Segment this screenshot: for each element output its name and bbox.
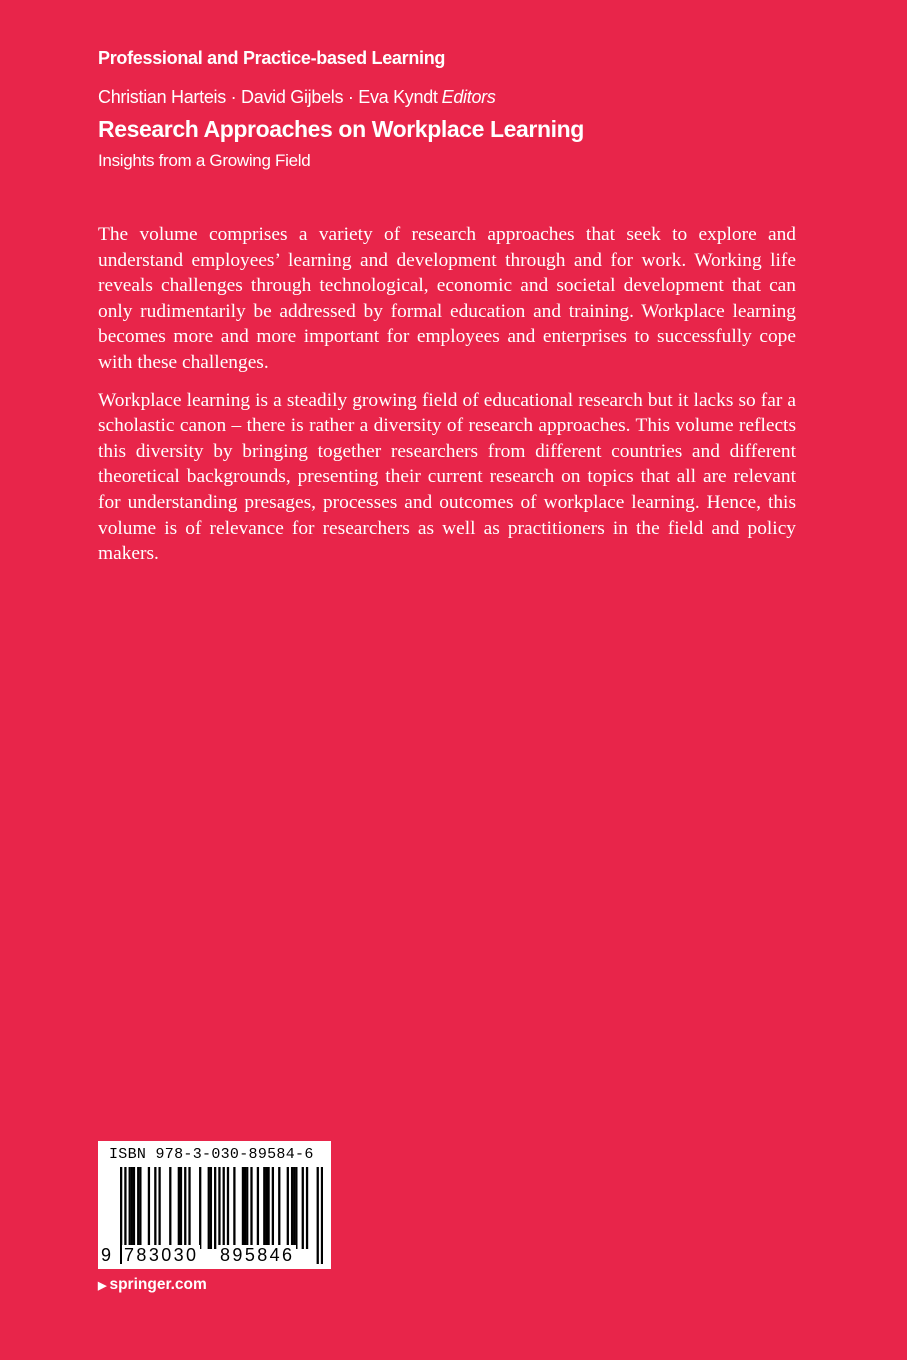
- barcode-bar: [302, 1167, 304, 1249]
- barcode-bar: [148, 1167, 150, 1249]
- barcode-bar: [250, 1167, 252, 1249]
- barcode-bar: [139, 1167, 141, 1249]
- editors-role: Editors: [441, 87, 496, 107]
- description-paragraph-2: Workplace learning is a steadily growing field of educational research but it lacks so far a scholastic canon – there is rather a diversity of research approaches. This volume reflects this diversity by bringing together researchers from different countries and different theoretical backgrounds, presenting their current research on topics that all are relevant for understanding presages, processes and outcomes of workplace learning. Hence, this volume is of relevance for researchers as well as practitioners in the field and policy makers.: [98, 389, 796, 565]
- barcode-bar: [129, 1167, 131, 1249]
- book-subtitle: Insights from a Growing Field: [98, 151, 311, 170]
- barcode-bar: [263, 1167, 265, 1249]
- barcode-bar: [233, 1167, 235, 1249]
- barcode-bar: [246, 1167, 248, 1249]
- barcode-bar: [306, 1167, 308, 1249]
- publisher-website[interactable]: [98, 1276, 207, 1294]
- barcode-bar: [210, 1167, 212, 1249]
- isbn-barcode: [98, 1141, 331, 1269]
- barcode-bar: [180, 1167, 182, 1249]
- barcode-bar: [242, 1167, 244, 1249]
- barcode-bar: [244, 1167, 246, 1249]
- barcode-bar: [188, 1167, 190, 1249]
- barcode-bar: [199, 1167, 201, 1249]
- barcode-first-digit: 9: [101, 1245, 112, 1265]
- barcode-bar: [169, 1167, 171, 1249]
- barcode-bar: [154, 1167, 156, 1249]
- website-label: springer.com: [109, 1276, 207, 1293]
- book-description: [98, 222, 796, 579]
- barcode-bar: [133, 1167, 135, 1249]
- description-paragraph-1: The volume comprises a variety of research approaches that seek to explore and understand employees’ learning and development through and for work. Working life reveals challenges through technological, economic and societal development that can only rudimentarily be addressed by formal education and training. Workplace learning becomes more and more important for employees and enterprises to successfully cope with these challenges.: [98, 224, 796, 373]
- barcode-right-group: 895846: [220, 1245, 295, 1265]
- barcode-bar: [158, 1167, 160, 1249]
- isbn-label: ISBN 978-3-030-89584-6: [109, 1146, 314, 1163]
- barcode-bar: [227, 1167, 229, 1249]
- barcode-bar: [184, 1167, 186, 1249]
- barcode-bar: [178, 1167, 180, 1249]
- barcode-bar: [272, 1167, 274, 1249]
- barcode-bar: [214, 1167, 216, 1249]
- barcode-bar: [265, 1167, 267, 1249]
- series-title: Professional and Practice-based Learning: [98, 48, 446, 68]
- editor-names: Christian Harteis · David Gijbels · Eva Kyndt: [98, 87, 438, 107]
- arrow-right-icon: ▶: [98, 1279, 107, 1292]
- barcode-bar: [208, 1167, 210, 1249]
- barcode-bar: [293, 1167, 295, 1249]
- barcode-bar: [317, 1167, 319, 1264]
- book-title: Research Approaches on Workplace Learning: [98, 116, 584, 142]
- barcode-bar: [267, 1167, 269, 1249]
- barcode-bar: [321, 1167, 323, 1264]
- barcode-bar: [257, 1167, 259, 1249]
- barcode-bar: [131, 1167, 133, 1249]
- barcode-bar: [291, 1167, 293, 1249]
- barcode-bar: [295, 1167, 297, 1249]
- barcode-bar: [278, 1167, 280, 1249]
- editors-line: [98, 87, 496, 108]
- barcode-bar: [287, 1167, 289, 1249]
- barcode-left-group: 783030: [124, 1245, 199, 1265]
- barcode-bar: [137, 1167, 139, 1249]
